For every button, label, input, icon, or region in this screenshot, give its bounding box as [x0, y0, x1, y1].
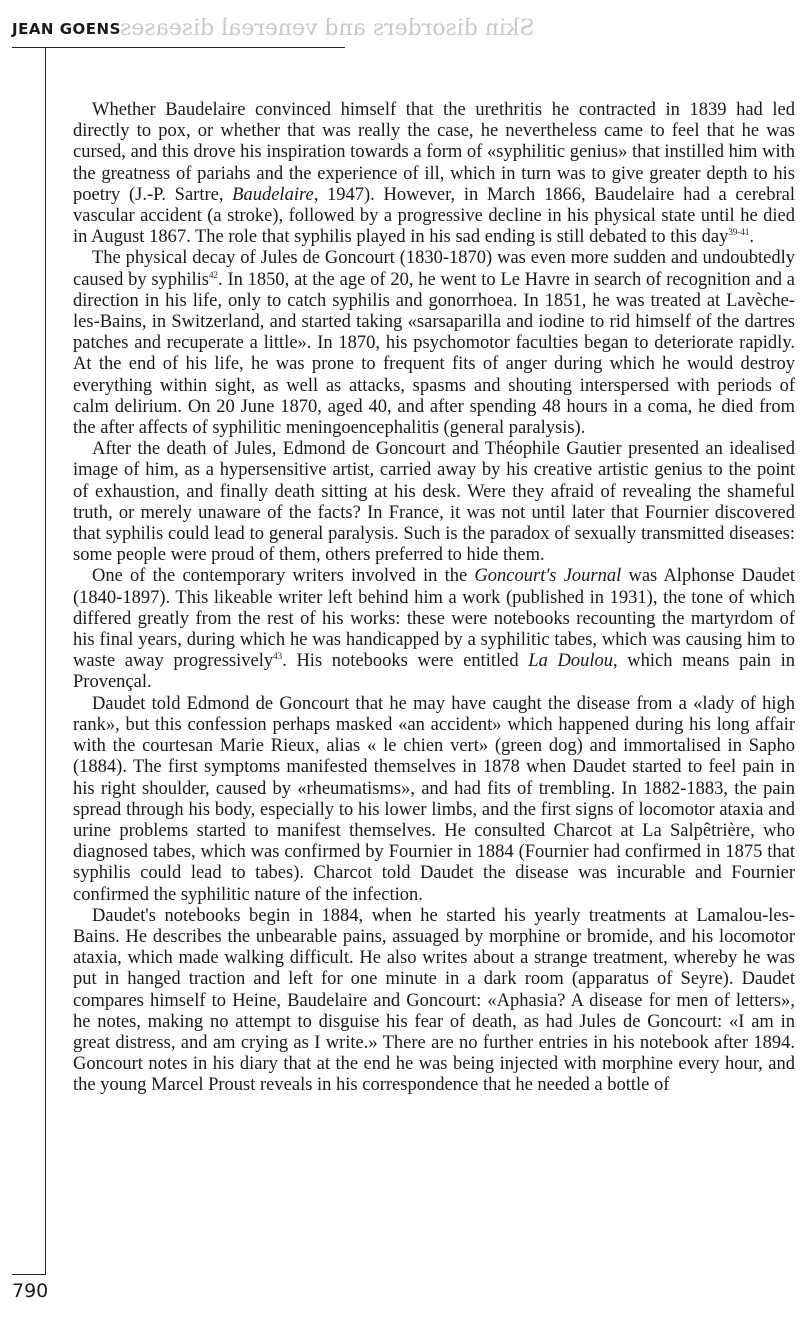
- citation-ref: 43: [273, 651, 283, 662]
- text-run: was Alphonse Daudet (1840-1897). This likeable writer left behind him a work (published in 1931), the tone of which differed greatly from the rest of his works: these were notebooks recounting the martyrdom of his final years, during which he was handicapped by a syphilitic tabes, which was causing him to waste away progressively: [73, 566, 796, 672]
- body-text: [73, 100, 795, 1097]
- book-title: Baudelaire: [232, 184, 314, 205]
- citation-ref: 39-41: [728, 227, 750, 238]
- text-run: . His notebooks were entitled: [282, 651, 529, 672]
- book-title: La Doulou: [528, 651, 613, 672]
- running-header: JEAN GOENS: [12, 20, 121, 38]
- citation-ref: 42: [209, 269, 219, 280]
- paragraph-daudet-intro: [73, 566, 795, 693]
- paragraph-jules-goncourt: [73, 248, 795, 439]
- text-run: One of the contemporary writers involved in the: [92, 566, 475, 587]
- text-run: , 1947). However, in March 1866, Baudelaire had a cerebral vascular accident (a stroke), followed by a progressive decline in his physical state until he died in August 1867. The role that syphilis played in his sad ending is still debated to this day: [73, 184, 795, 248]
- bleed-through-text: Skin disorders and venereal diseases: [120, 16, 535, 41]
- paragraph-after-death: After the death of Jules, Edmond de Goncourt and Théophile Gautier presented an idealised image of him, as a hypersensitive artist, carried away by his creative artistic genius to the point of exhaustion, and finally death sitting at his desk. Were they afraid of revealing the shameful truth, or merely unaware of the facts? In France, it was not until later that Fournier discovered that syphilis could lead to general paralysis. Such is the paradox of sexually transmitted diseases: some people were proud of them, others preferred to hide them.: [73, 439, 795, 566]
- text-run: , which means pain in Provençal.: [73, 651, 795, 693]
- journal-title: Goncourt's Journal: [474, 566, 622, 587]
- page-number: 790: [12, 1280, 49, 1302]
- text-run: The physical decay of Jules de Goncourt (1830-1870) was even more sudden and undoubtedly caused by syphilis: [73, 248, 795, 290]
- paragraph-daudet-notebooks: Daudet's notebooks begin in 1884, when he started his yearly treatments at Lamalou-les-Bains. He describes the unbearable pains, assuaged by morphine or bromide, and his locomotor ataxia, which made walking difficult. He also writes about a strange treatment, whereby he was put in hanged traction and left for one minute in a dark room (apparatus of Seyre). Daudet compares himself to Heine, Baudelaire and Goncourt: «Aphasia? A disease for men of letters», he notes, making no attempt to disguise his fear of death, as had Jules de Goncourt: «I am in great distress, and am crying as I write.» There are no further entries in his notebook after 1894. Goncourt notes in his diary that at the end he was being injected with morphine every hour, and the young Marcel Proust reveals in his correspondence that he needed a bottle of: [73, 905, 795, 1096]
- text-run: . In 1850, at the age of 20, he went to Le Havre in search of recognition and a direction in his life, only to catch syphilis and gonorrhoea. In 1851, he was treated at Lavèche-les-Bains, in Switzerland, and started taking «sarsaparilla and iodine to rid himself of the dartres patches and recuperate a little». In 1870, his psychomotor faculties began to deteriorate rapidly. At the end of his life, he was prone to frequent fits of anger during which he would destroy everything within sight, as well as attacks, spasms and shouting interspersed with periods of calm delirium. On 20 June 1870, aged 40, and after spending 48 hours in a coma, he died from the after affects of syphilitic meningoencephalitis (general paralysis).: [73, 269, 796, 439]
- text-run: Whether Baudelaire convinced himself that the urethritis he contracted in 1839 had led directly to pox, or whether that was really the case, he nevertheless came to feel that he was cursed, and this drove his inspiration towards a form of «syphilitic genius» that instilled him with the greatness of pariahs and the experience of ill, which in turn was to give greater depth to his poetry (J.-P. Sartre,: [73, 100, 795, 205]
- header-rule: [12, 47, 345, 48]
- paragraph-daudet-disease: Daudet told Edmond de Goncourt that he may have caught the disease from a «lady of high rank», but this confession perhaps masked «an accident» which happened during his long affair with the courtesan Marie Rieux, alias « le chien vert» (green dog) and immortalised in Sapho (1884). The first symptoms manifested themselves in 1878 when Daudet started to feel pain in his right shoulder, caused by «rheumatisms», and had fits of trembling. In 1882-1883, the pain spread through his body, especially to his lower limbs, and the first signs of locomotor ataxia and urine problems started to manifest themselves. He consulted Charcot at La Salpêtrière, who diagnosed tabes, which was confirmed by Fournier in 1884 (Fournier had confirmed in 1875 that syphilis could lead to tabes). Charcot told Daudet the disease was incurable and Fournier confirmed the syphilitic nature of the infection.: [73, 693, 795, 905]
- text-run: .: [749, 227, 754, 248]
- paragraph-baudelaire: [73, 100, 795, 248]
- footer-rule: [12, 1274, 46, 1275]
- margin-rule: [45, 47, 46, 1274]
